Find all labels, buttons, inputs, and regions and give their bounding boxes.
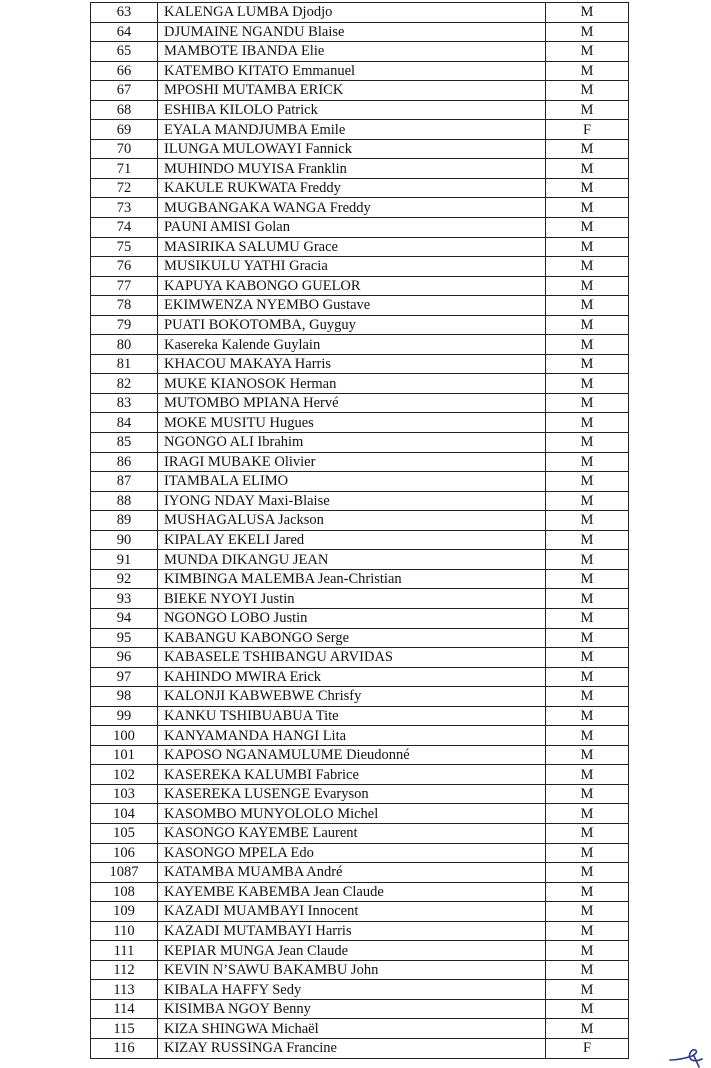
student-name: PAUNI AMISI Golan bbox=[158, 218, 546, 238]
student-name: MUNDA DIKANGU JEAN bbox=[158, 550, 546, 570]
row-number: 93 bbox=[91, 589, 158, 609]
sex-code: M bbox=[546, 589, 629, 609]
student-name: EKIMWENZA NYEMBO Gustave bbox=[158, 296, 546, 316]
student-name: KATAMBA MUAMBA André bbox=[158, 863, 546, 883]
table-row bbox=[91, 726, 629, 746]
table-row bbox=[91, 81, 629, 101]
sex-code: M bbox=[546, 511, 629, 531]
row-number: 116 bbox=[91, 1038, 158, 1058]
student-name: MUSHAGALUSA Jackson bbox=[158, 511, 546, 531]
row-number: 105 bbox=[91, 823, 158, 843]
table-body bbox=[91, 3, 629, 1059]
row-number: 115 bbox=[91, 1019, 158, 1039]
row-number: 81 bbox=[91, 354, 158, 374]
student-name: KASONGO MPELA Edo bbox=[158, 843, 546, 863]
sex-code: M bbox=[546, 980, 629, 1000]
row-number: 74 bbox=[91, 218, 158, 238]
row-number: 78 bbox=[91, 296, 158, 316]
table-row bbox=[91, 999, 629, 1019]
student-name: KANKU TSHIBUABUA Tite bbox=[158, 706, 546, 726]
table-row bbox=[91, 413, 629, 433]
sex-code: M bbox=[546, 960, 629, 980]
sex-code: M bbox=[546, 608, 629, 628]
student-name: KAZADI MUTAMBAYI Harris bbox=[158, 921, 546, 941]
student-name: KAPOSO NGANAMULUME Dieudonné bbox=[158, 745, 546, 765]
student-name: KALENGA LUMBA Djodjo bbox=[158, 3, 546, 23]
student-name: KAPUYA KABONGO GUELOR bbox=[158, 276, 546, 296]
row-number: 99 bbox=[91, 706, 158, 726]
student-name: KEVIN N’SAWU BAKAMBU John bbox=[158, 960, 546, 980]
table-row bbox=[91, 941, 629, 961]
table-row bbox=[91, 335, 629, 355]
row-number: 80 bbox=[91, 335, 158, 355]
row-number: 64 bbox=[91, 22, 158, 42]
student-name: MPOSHI MUTAMBA ERICK bbox=[158, 81, 546, 101]
table-row bbox=[91, 218, 629, 238]
sex-code: M bbox=[546, 3, 629, 23]
sex-code: M bbox=[546, 706, 629, 726]
student-name: KEPIAR MUNGA Jean Claude bbox=[158, 941, 546, 961]
row-number: 108 bbox=[91, 882, 158, 902]
row-number: 106 bbox=[91, 843, 158, 863]
sex-code: M bbox=[546, 882, 629, 902]
sex-code: F bbox=[546, 1038, 629, 1058]
row-number: 68 bbox=[91, 100, 158, 120]
row-number: 95 bbox=[91, 628, 158, 648]
sex-code: M bbox=[546, 569, 629, 589]
sex-code: M bbox=[546, 472, 629, 492]
row-number: 103 bbox=[91, 784, 158, 804]
row-number: 91 bbox=[91, 550, 158, 570]
table-row bbox=[91, 784, 629, 804]
student-name: KAHINDO MWIRA Erick bbox=[158, 667, 546, 687]
student-name: KAKULE RUKWATA Freddy bbox=[158, 178, 546, 198]
sex-code: M bbox=[546, 335, 629, 355]
table-row bbox=[91, 354, 629, 374]
table-row bbox=[91, 863, 629, 883]
sex-code: M bbox=[546, 530, 629, 550]
student-name: KABASELE TSHIBANGU ARVIDAS bbox=[158, 648, 546, 668]
table-row bbox=[91, 22, 629, 42]
table-row bbox=[91, 433, 629, 453]
row-number: 114 bbox=[91, 999, 158, 1019]
table-row bbox=[91, 530, 629, 550]
student-name: KAZADI MUAMBAYI Innocent bbox=[158, 902, 546, 922]
table-row bbox=[91, 139, 629, 159]
row-number: 71 bbox=[91, 159, 158, 179]
sex-code: M bbox=[546, 257, 629, 277]
handwritten-signature-icon bbox=[668, 1046, 708, 1068]
sex-code: M bbox=[546, 198, 629, 218]
student-name: Kasereka Kalende Guylain bbox=[158, 335, 546, 355]
sex-code: M bbox=[546, 237, 629, 257]
student-name: KIPALAY EKELI Jared bbox=[158, 530, 546, 550]
row-number: 63 bbox=[91, 3, 158, 23]
student-name: EYALA MANDJUMBA Emile bbox=[158, 120, 546, 140]
row-number: 96 bbox=[91, 648, 158, 668]
row-number: 76 bbox=[91, 257, 158, 277]
sex-code: M bbox=[546, 393, 629, 413]
table-row bbox=[91, 648, 629, 668]
student-name: KIBALA HAFFY Sedy bbox=[158, 980, 546, 1000]
row-number: 79 bbox=[91, 315, 158, 335]
student-name: DJUMAINE NGANDU Blaise bbox=[158, 22, 546, 42]
table-row bbox=[91, 550, 629, 570]
row-number: 104 bbox=[91, 804, 158, 824]
row-number: 73 bbox=[91, 198, 158, 218]
row-number: 89 bbox=[91, 511, 158, 531]
table-row bbox=[91, 980, 629, 1000]
student-name: MUHINDO MUYISA Franklin bbox=[158, 159, 546, 179]
row-number: 85 bbox=[91, 433, 158, 453]
student-name: PUATI BOKOTOMBA, Guyguy bbox=[158, 315, 546, 335]
row-number: 98 bbox=[91, 687, 158, 707]
sex-code: M bbox=[546, 354, 629, 374]
student-name: KIZA SHINGWA Michaël bbox=[158, 1019, 546, 1039]
sex-code: M bbox=[546, 921, 629, 941]
sex-code: M bbox=[546, 22, 629, 42]
table-row bbox=[91, 960, 629, 980]
table-row bbox=[91, 608, 629, 628]
student-name: KISIMBA NGOY Benny bbox=[158, 999, 546, 1019]
sex-code: M bbox=[546, 726, 629, 746]
student-name: MUSIKULU YATHI Gracia bbox=[158, 257, 546, 277]
table-row bbox=[91, 804, 629, 824]
sex-code: M bbox=[546, 491, 629, 511]
row-number: 67 bbox=[91, 81, 158, 101]
student-name: NGONGO LOBO Justin bbox=[158, 608, 546, 628]
table-row bbox=[91, 1019, 629, 1039]
row-number: 113 bbox=[91, 980, 158, 1000]
table-row bbox=[91, 257, 629, 277]
sex-code: M bbox=[546, 687, 629, 707]
sex-code: M bbox=[546, 178, 629, 198]
student-name: ITAMBALA ELIMO bbox=[158, 472, 546, 492]
sex-code: M bbox=[546, 413, 629, 433]
table-row bbox=[91, 374, 629, 394]
row-number: 72 bbox=[91, 178, 158, 198]
row-number: 69 bbox=[91, 120, 158, 140]
table-row bbox=[91, 472, 629, 492]
student-name: IRAGI MUBAKE Olivier bbox=[158, 452, 546, 472]
row-number: 86 bbox=[91, 452, 158, 472]
student-name: NGONGO ALI Ibrahim bbox=[158, 433, 546, 453]
student-name: ESHIBA KILOLO Patrick bbox=[158, 100, 546, 120]
sex-code: M bbox=[546, 648, 629, 668]
table-row bbox=[91, 843, 629, 863]
row-number: 111 bbox=[91, 941, 158, 961]
table-row bbox=[91, 921, 629, 941]
sex-code: M bbox=[546, 628, 629, 648]
sex-code: M bbox=[546, 296, 629, 316]
row-number: 92 bbox=[91, 569, 158, 589]
table-row bbox=[91, 706, 629, 726]
student-name: MOKE MUSITU Hugues bbox=[158, 413, 546, 433]
sex-code: M bbox=[546, 765, 629, 785]
student-name: KHACOU MAKAYA Harris bbox=[158, 354, 546, 374]
table-row bbox=[91, 178, 629, 198]
table-row bbox=[91, 237, 629, 257]
sex-code: M bbox=[546, 941, 629, 961]
row-number: 88 bbox=[91, 491, 158, 511]
row-number: 1087 bbox=[91, 863, 158, 883]
row-number: 82 bbox=[91, 374, 158, 394]
table-row bbox=[91, 628, 629, 648]
table-row bbox=[91, 765, 629, 785]
sex-code: M bbox=[546, 81, 629, 101]
table-row bbox=[91, 902, 629, 922]
table-row bbox=[91, 296, 629, 316]
sex-code: M bbox=[546, 745, 629, 765]
student-name: MAMBOTE IBANDA Elie bbox=[158, 42, 546, 62]
student-name: KASEREKA LUSENGE Evaryson bbox=[158, 784, 546, 804]
row-number: 94 bbox=[91, 608, 158, 628]
table-row bbox=[91, 159, 629, 179]
student-name: KIZAY RUSSINGA Francine bbox=[158, 1038, 546, 1058]
sex-code: F bbox=[546, 120, 629, 140]
sex-code: M bbox=[546, 999, 629, 1019]
sex-code: M bbox=[546, 315, 629, 335]
student-name: KASONGO KAYEMBE Laurent bbox=[158, 823, 546, 843]
sex-code: M bbox=[546, 374, 629, 394]
table-row bbox=[91, 3, 629, 23]
student-name: KIMBINGA MALEMBA Jean-Christian bbox=[158, 569, 546, 589]
student-name: KAYEMBE KABEMBA Jean Claude bbox=[158, 882, 546, 902]
sex-code: M bbox=[546, 667, 629, 687]
student-name: MUKE KIANOSOK Herman bbox=[158, 374, 546, 394]
table-row bbox=[91, 1038, 629, 1058]
table-row bbox=[91, 882, 629, 902]
sex-code: M bbox=[546, 61, 629, 81]
sex-code: M bbox=[546, 42, 629, 62]
table-row bbox=[91, 100, 629, 120]
row-number: 83 bbox=[91, 393, 158, 413]
table-row bbox=[91, 276, 629, 296]
sex-code: M bbox=[546, 159, 629, 179]
student-name: MUGBANGAKA WANGA Freddy bbox=[158, 198, 546, 218]
table-row bbox=[91, 745, 629, 765]
sex-code: M bbox=[546, 433, 629, 453]
student-name: KANYAMANDA HANGI Lita bbox=[158, 726, 546, 746]
row-number: 65 bbox=[91, 42, 158, 62]
table-row bbox=[91, 452, 629, 472]
row-number: 70 bbox=[91, 139, 158, 159]
table-row bbox=[91, 198, 629, 218]
student-name: KATEMBO KITATO Emmanuel bbox=[158, 61, 546, 81]
table-row bbox=[91, 687, 629, 707]
sex-code: M bbox=[546, 139, 629, 159]
student-name: MASIRIKA SALUMU Grace bbox=[158, 237, 546, 257]
table-row bbox=[91, 491, 629, 511]
sex-code: M bbox=[546, 843, 629, 863]
row-number: 77 bbox=[91, 276, 158, 296]
sex-code: M bbox=[546, 218, 629, 238]
row-number: 87 bbox=[91, 472, 158, 492]
sex-code: M bbox=[546, 452, 629, 472]
sex-code: M bbox=[546, 550, 629, 570]
table-row bbox=[91, 667, 629, 687]
student-name: KASEREKA KALUMBI Fabrice bbox=[158, 765, 546, 785]
sex-code: M bbox=[546, 804, 629, 824]
student-name: ILUNGA MULOWAYI Fannick bbox=[158, 139, 546, 159]
row-number: 102 bbox=[91, 765, 158, 785]
row-number: 66 bbox=[91, 61, 158, 81]
student-list-table bbox=[90, 2, 629, 1059]
table-row bbox=[91, 393, 629, 413]
row-number: 97 bbox=[91, 667, 158, 687]
student-name: KALONJI KABWEBWE Chrisfy bbox=[158, 687, 546, 707]
table-row bbox=[91, 315, 629, 335]
sex-code: M bbox=[546, 823, 629, 843]
row-number: 110 bbox=[91, 921, 158, 941]
row-number: 112 bbox=[91, 960, 158, 980]
table-row bbox=[91, 42, 629, 62]
table-row bbox=[91, 589, 629, 609]
row-number: 84 bbox=[91, 413, 158, 433]
student-name: BIEKE NYOYI Justin bbox=[158, 589, 546, 609]
sex-code: M bbox=[546, 863, 629, 883]
student-name: KASOMBO MUNYOLOLO Michel bbox=[158, 804, 546, 824]
table-row bbox=[91, 511, 629, 531]
table-row bbox=[91, 61, 629, 81]
sex-code: M bbox=[546, 902, 629, 922]
student-name: IYONG NDAY Maxi-Blaise bbox=[158, 491, 546, 511]
row-number: 75 bbox=[91, 237, 158, 257]
sex-code: M bbox=[546, 276, 629, 296]
student-name: KABANGU KABONGO Serge bbox=[158, 628, 546, 648]
row-number: 109 bbox=[91, 902, 158, 922]
sex-code: M bbox=[546, 784, 629, 804]
table-row bbox=[91, 120, 629, 140]
table-row bbox=[91, 823, 629, 843]
row-number: 100 bbox=[91, 726, 158, 746]
row-number: 90 bbox=[91, 530, 158, 550]
row-number: 101 bbox=[91, 745, 158, 765]
student-name: MUTOMBO MPIANA Hervé bbox=[158, 393, 546, 413]
sex-code: M bbox=[546, 1019, 629, 1039]
table-row bbox=[91, 569, 629, 589]
sex-code: M bbox=[546, 100, 629, 120]
